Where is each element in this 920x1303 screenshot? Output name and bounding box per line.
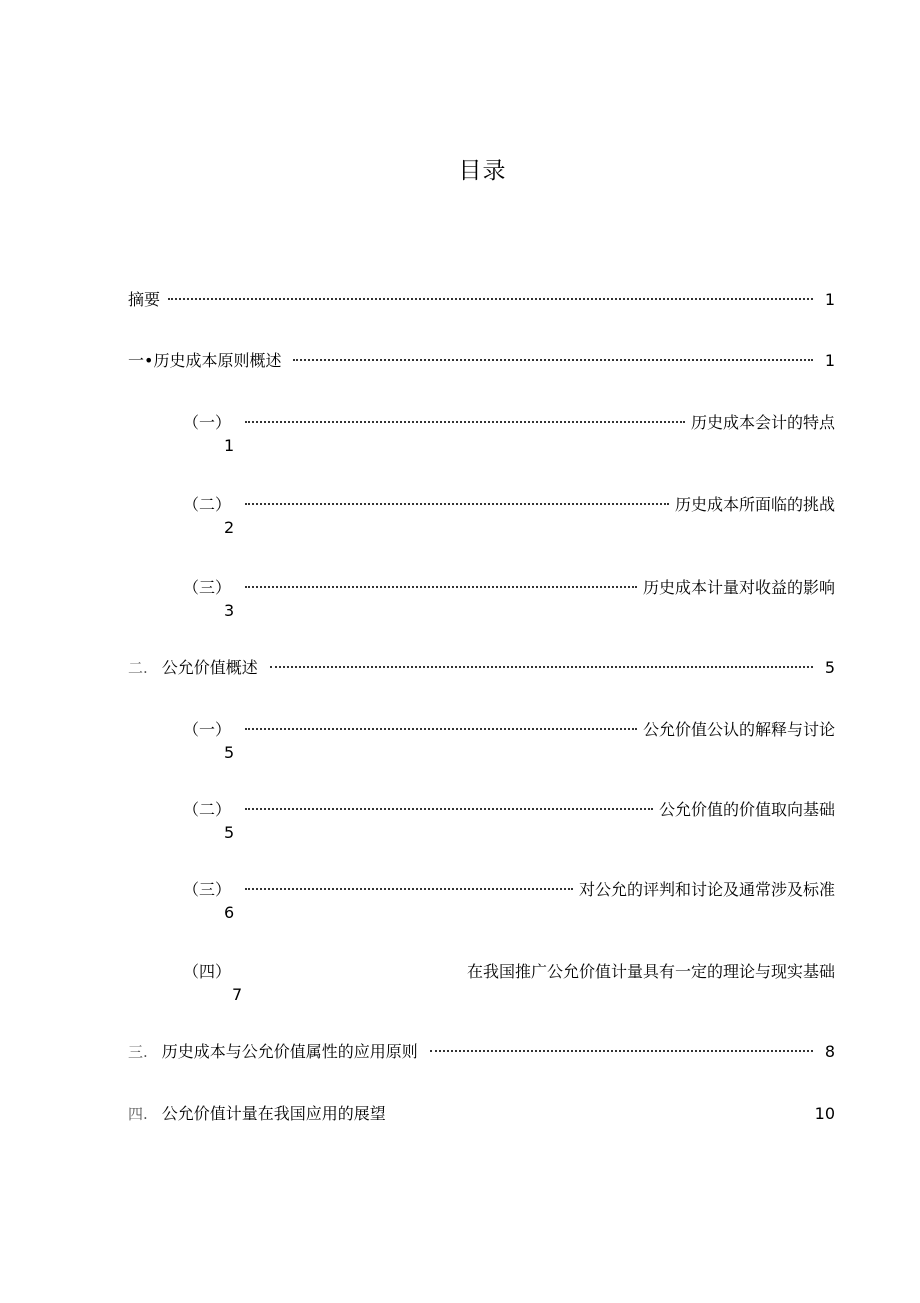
- toc-leader: [245, 503, 669, 505]
- toc-leader: [245, 586, 637, 588]
- page-title: 目录: [458, 158, 507, 184]
- toc-page: 10: [814, 1104, 835, 1123]
- toc-entry-section-2-4[interactable]: [183, 960, 835, 984]
- toc-leader: [245, 728, 637, 730]
- toc-label: 历史成本原则概述: [153, 351, 282, 370]
- toc-page: 1: [824, 290, 835, 309]
- toc-label: 历史成本会计的特点: [690, 413, 835, 432]
- toc-label: 在我国推广公允价值计量具有一定的理论与现实基础: [466, 962, 835, 981]
- toc-label: 历史成本与公允价值属性的应用原则: [161, 1042, 418, 1061]
- toc-label: 历史成本所面临的挑战: [674, 495, 835, 514]
- toc-label: 摘要: [128, 290, 161, 309]
- toc-mark: （一）: [183, 720, 232, 739]
- toc-leader: [245, 808, 653, 810]
- toc-page: 8: [824, 1042, 835, 1061]
- toc-entry-section-2-2[interactable]: [183, 798, 835, 822]
- toc-label: 公允价值概述: [161, 658, 258, 677]
- toc-entry-section-1-2[interactable]: [183, 493, 835, 517]
- toc-leader: [168, 298, 813, 300]
- toc-entry-abstract[interactable]: [128, 288, 835, 312]
- toc-page: 7: [232, 985, 243, 1004]
- toc-entry-section-1-1[interactable]: [183, 411, 835, 435]
- toc-entry-section-1-3[interactable]: [183, 576, 835, 600]
- toc-page: 1: [824, 351, 835, 370]
- toc-page: 1: [224, 436, 235, 455]
- toc-leader: [430, 1050, 813, 1052]
- toc-entry-section-3[interactable]: [128, 1040, 835, 1064]
- toc-page: 3: [224, 601, 235, 620]
- toc-number: 二.: [128, 659, 148, 677]
- toc-number: 四.: [128, 1105, 148, 1123]
- toc-leader: [245, 888, 573, 890]
- toc-number: 一•: [128, 351, 154, 370]
- toc-mark: （三）: [183, 578, 232, 597]
- toc-page: 6: [224, 903, 235, 922]
- toc-leader: [270, 666, 813, 668]
- toc-label: 对公允的评判和讨论及通常涉及标准: [578, 880, 835, 899]
- toc-entry-section-1[interactable]: [128, 349, 835, 373]
- toc-page: 5: [224, 743, 235, 762]
- toc-number: 三.: [128, 1043, 148, 1061]
- toc-page: 5: [224, 823, 235, 842]
- toc-entry-section-2[interactable]: [128, 656, 835, 680]
- toc-leader: [245, 421, 685, 423]
- toc-leader: [293, 359, 813, 361]
- toc-page: 2: [224, 518, 235, 537]
- toc-label: 历史成本计量对收益的影响: [642, 578, 835, 597]
- toc-mark: （四）: [183, 962, 232, 981]
- toc-mark: （二）: [183, 800, 232, 819]
- toc-mark: （三）: [183, 880, 232, 899]
- toc-label: 公允价值公认的解释与讨论: [642, 720, 835, 739]
- toc-entry-section-2-1[interactable]: [183, 718, 835, 742]
- toc-entry-section-4[interactable]: [128, 1102, 835, 1126]
- toc-entry-section-2-3[interactable]: [183, 878, 835, 902]
- toc-label: 公允价值的价值取向基础: [658, 800, 835, 819]
- toc-label: 公允价值计量在我国应用的展望: [161, 1104, 386, 1123]
- toc-mark: （二）: [183, 495, 232, 514]
- toc-mark: （一）: [183, 413, 232, 432]
- toc-page: 5: [824, 658, 835, 677]
